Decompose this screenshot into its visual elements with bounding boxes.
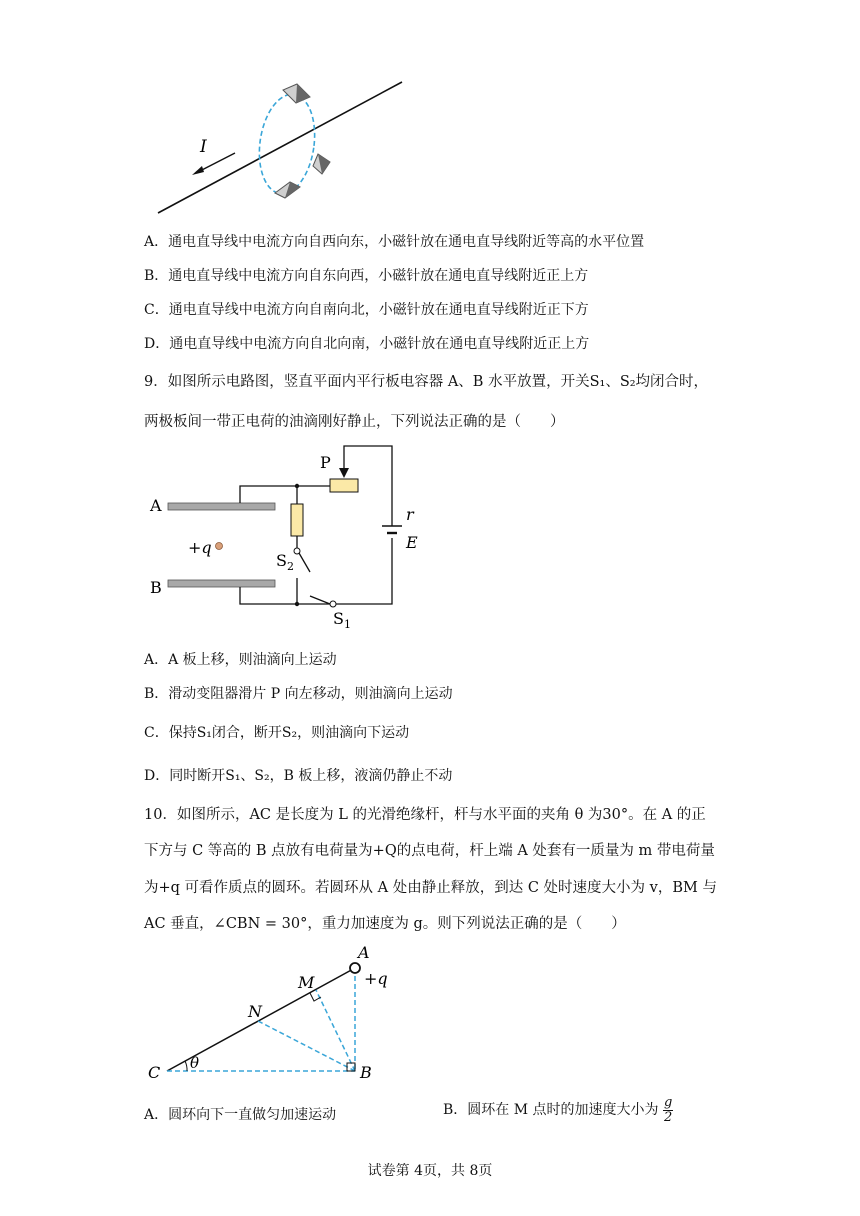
option-text: 圆环在 M 点时的加速度大小为 bbox=[467, 1102, 659, 1118]
option-text: 通电直导线中电流方向自西向东，小磁针放在通电直导线附近等高的水平位置 bbox=[168, 234, 645, 250]
current-arrow-head bbox=[192, 166, 204, 175]
option-letter: A． bbox=[144, 652, 169, 668]
option-text: 滑动变阻器滑片 P 向左移动，则油滴向上运动 bbox=[168, 686, 453, 702]
option-letter: C． bbox=[144, 302, 169, 318]
figure-capacitor-circuit bbox=[140, 440, 440, 640]
option-letter: B． bbox=[144, 686, 169, 702]
angle-arc bbox=[185, 1061, 187, 1071]
label-s1: $S_1$ bbox=[333, 609, 351, 631]
line-bm bbox=[316, 990, 355, 1071]
q10-option-a bbox=[144, 1104, 336, 1124]
option-letter: A． bbox=[144, 1107, 169, 1123]
junction-bottom bbox=[295, 602, 299, 606]
q8-option-b bbox=[144, 265, 588, 285]
current-label: I bbox=[200, 137, 207, 157]
q10-stem-line4: AC 垂直，∠CBN = 30°，重力加速度为 g。则下列说法正确的是（ ） bbox=[144, 916, 626, 932]
option-text: 通电直导线中电流方向自北向南，小磁针放在通电直导线附近正上方 bbox=[169, 336, 590, 352]
label-a: A bbox=[150, 496, 162, 515]
label-q: +q bbox=[364, 969, 388, 988]
compass-needle-right bbox=[313, 154, 330, 174]
option-letter: A． bbox=[144, 234, 169, 250]
oil-drop bbox=[216, 543, 223, 550]
option-text: 保持S₁闭合，断开S₂，则油滴向下运动 bbox=[168, 725, 410, 741]
option-text: 通电直导线中电流方向自东向西，小磁针放在通电直导线附近正上方 bbox=[168, 268, 589, 284]
plate-a bbox=[168, 503, 275, 510]
option-letter: B． bbox=[144, 268, 169, 284]
label-b: B bbox=[360, 1063, 372, 1082]
plate-b bbox=[168, 580, 275, 587]
switch-s2-blade bbox=[299, 553, 310, 572]
fraction-numerator: g bbox=[664, 1095, 673, 1110]
switch-s1-blade bbox=[310, 596, 330, 604]
figure-rod-charge bbox=[140, 940, 400, 1090]
q9-option-b bbox=[144, 683, 453, 703]
option-letter: C． bbox=[144, 725, 169, 741]
fraction-denominator: 2 bbox=[664, 1110, 673, 1125]
q9-option-d bbox=[144, 765, 452, 785]
compass-needle-bottom bbox=[275, 182, 300, 198]
option-text: 同时断开S₁、S₂，B 板上移，液滴仍静止不动 bbox=[169, 768, 453, 784]
label-s2: $S_2$ bbox=[276, 551, 294, 573]
figure-wire-compass bbox=[140, 70, 420, 220]
label-q: +q bbox=[188, 538, 212, 557]
q10-stem-line1: 10．如图所示，AC 是长度为 L 的光滑绝缘杆，杆与水平面的夹角 θ 为30°。在 A 的正 bbox=[144, 807, 706, 823]
label-m: M bbox=[298, 973, 315, 992]
ring bbox=[350, 963, 360, 973]
switch-s1-contact bbox=[330, 601, 336, 607]
label-p: P bbox=[320, 453, 331, 472]
compass-needle-top bbox=[283, 84, 310, 103]
q8-option-d bbox=[144, 333, 589, 353]
option-letter: B． bbox=[443, 1102, 468, 1118]
rheostat-slider-arrow bbox=[339, 468, 349, 478]
label-b: B bbox=[150, 578, 162, 597]
wire-bottom-right bbox=[336, 538, 392, 604]
resistor bbox=[291, 504, 303, 536]
q9-stem-line2: 两极板间一带正电荷的油滴刚好静止，下列说法正确的是（ ） bbox=[144, 414, 565, 430]
q8-option-c bbox=[144, 299, 589, 319]
label-theta: θ bbox=[190, 1054, 200, 1072]
q10-stem-line3: 为+q 可看作质点的圆环。若圆环从 A 处由静止释放，到达 C 处时速度大小为 v，BM 与 bbox=[144, 880, 717, 896]
wire-top bbox=[240, 486, 330, 503]
label-c: C bbox=[148, 1063, 161, 1082]
line-bn bbox=[258, 1021, 355, 1071]
junction-top bbox=[295, 484, 299, 488]
option-text: 通电直导线中电流方向自南向北，小磁针放在通电直导线附近正下方 bbox=[168, 302, 589, 318]
q10-option-b bbox=[443, 1096, 673, 1124]
q9-option-c bbox=[144, 722, 409, 742]
q10-stem-line2: 下方与 C 等高的 B 点放有电荷量为+Q的点电荷，杆上端 A 处套有一质量为 m 带电荷量 bbox=[144, 843, 715, 859]
label-e: E bbox=[406, 533, 418, 552]
option-text: A 板上移，则油滴向上运动 bbox=[168, 652, 337, 668]
q9-stem-line1: 9．如图所示电路图，竖直平面内平行板电容器 A、B 水平放置，开关S₁、S₂均闭合时， bbox=[144, 374, 709, 390]
option-text: 圆环向下一直做匀加速运动 bbox=[168, 1107, 337, 1123]
rheostat bbox=[330, 479, 358, 492]
label-n: N bbox=[248, 1002, 262, 1021]
fraction-g-over-2 bbox=[663, 1096, 673, 1124]
option-letter: D． bbox=[144, 336, 170, 352]
q8-option-a bbox=[144, 231, 644, 251]
q9-option-a bbox=[144, 649, 337, 669]
label-a: A bbox=[358, 943, 370, 962]
page-footer: 试卷第 4页，共 8页 bbox=[367, 1163, 493, 1179]
option-letter: D． bbox=[144, 768, 170, 784]
wire-bottom bbox=[240, 587, 330, 604]
label-r: r bbox=[406, 505, 414, 524]
